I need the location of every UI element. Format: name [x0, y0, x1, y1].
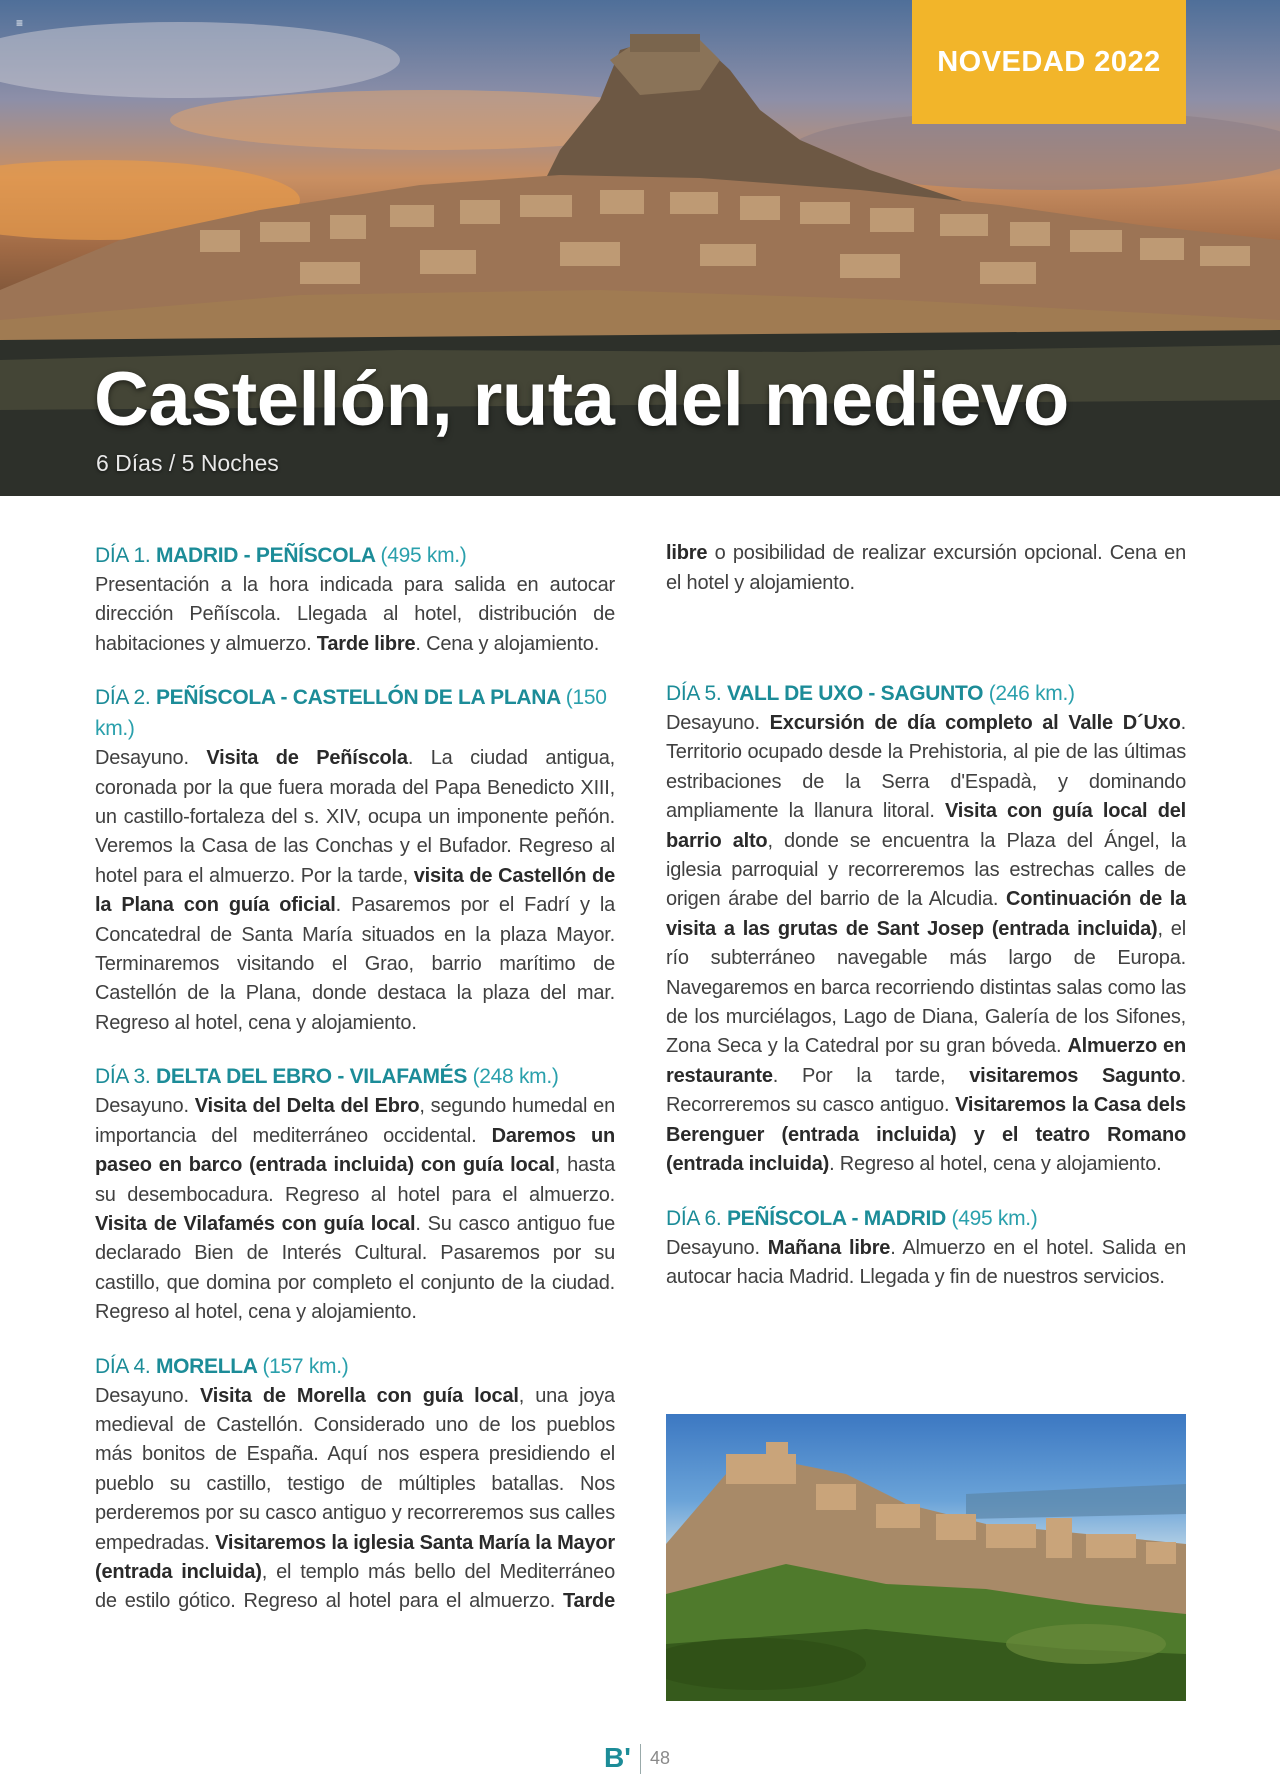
hero-banner	[0, 0, 1280, 496]
highlight-text: Continuación de la visita a las grutas de Sant Josep (entrada incluida)	[666, 888, 1187, 940]
highlight-text: Visitaremos la iglesia Santa María la Mayor (entrada incluida)	[95, 1531, 615, 1583]
body-text: , una joya medieval de Castellón. Considerado uno de los pueblos más bonitos de España. Aquí nos espera presidiendo el pueblo su castillo, testigo de múltiples batallas. Nos perderemos por su casco antiguo y recorreremos sus calles empedradas.	[95, 1384, 615, 1554]
body-text: Desayuno.	[666, 712, 770, 734]
day-distance: (157 km.)	[262, 1354, 349, 1378]
body-text: . Territorio ocupado desde la Prehistoria, al pie de las últimas estribaciones de la Serra d'Espadà, y dominando ampliamente la llanura litoral.	[666, 712, 1186, 823]
highlight-text: Mañana libre	[767, 1236, 891, 1259]
day-route: PEÑÍSCOLA - MADRID	[726, 1206, 946, 1230]
highlight-text: visita de Castellón de la Plana con guía oficial	[95, 864, 615, 917]
body-text: . Cena y alojamiento.	[415, 632, 600, 655]
day-heading	[95, 540, 615, 571]
day-description	[95, 744, 615, 1038]
trip-duration: 6 Días / 5 Noches	[96, 450, 279, 476]
day-distance: (246 km.)	[988, 682, 1075, 705]
body-text: . La ciudad antigua, coronada por la que fuera morada del Papa Benedicto XIII, un castillo-fortaleza del s. XIV, ocupa un imponente peñón. Veremos la Casa de las Conchas y el Bufador. Regreso al hotel para el almuerzo. Por la tarde,	[95, 747, 615, 887]
body-text: Desayuno.	[95, 747, 207, 770]
day-label: DÍA 2.	[95, 686, 151, 710]
highlight-text: Tarde libre	[316, 632, 416, 655]
body-text: . Su casco antiguo fue declarado Bien de Interés Cultural. Pasaremos por su castillo, que domina por completo el conjunto de la ciudad. Regreso al hotel, cena y alojamiento.	[95, 1212, 615, 1324]
day-route: VALL DE UXO - SAGUNTO	[726, 682, 984, 705]
day-label: DÍA 6.	[666, 1206, 722, 1230]
body-text: , donde se encuentra la Plaza del Ángel, la iglesia parroquial y recorreremos las estrechas calles de origen árabe del barrio de la Alcudia.	[666, 829, 1186, 911]
footer-divider	[640, 1744, 641, 1774]
day-3-section	[95, 1061, 615, 1327]
highlight-text: Daremos un paseo en barco (entrada incluida) con guía local	[95, 1124, 615, 1177]
day-6-section	[666, 1203, 1186, 1293]
itinerary-right-column	[666, 540, 1186, 1315]
day-route: PEÑÍSCOLA - CASTELLÓN DE LA PLANA	[155, 686, 561, 710]
highlight-text: Almuerzo en restaurante	[666, 1035, 1186, 1087]
itinerary-left-column	[95, 540, 615, 1618]
day-distance: (495 km.)	[380, 544, 467, 567]
day-2-section	[95, 682, 615, 1038]
day-description	[95, 571, 615, 659]
highlight-text: Visita del Delta del Ebro	[194, 1095, 420, 1118]
day-route: MADRID - PEÑÍSCOLA	[155, 544, 375, 567]
body-text: , el templo más bello del Mediterráneo de estilo gótico. Regreso al hotel para el almuerzo.	[95, 1560, 615, 1613]
day-label: DÍA 4.	[95, 1354, 151, 1378]
body-text: . Por la tarde,	[772, 1064, 970, 1087]
day-distance: (248 km.)	[472, 1065, 559, 1089]
day-description	[666, 709, 1186, 1180]
body-text: . Recorreremos su casco antiguo.	[666, 1064, 1186, 1117]
body-text: , el río subterráneo navegable más largo de Europa. Navegaremos en barca recorriendo distintas salas como las de los murciélagos, Lago de Diana, Galería de los Sifones, Zona Seca y la Catedral por su gran bóveda.	[666, 917, 1186, 1058]
day-heading	[95, 1061, 615, 1092]
highlight-text: Visita de Vilafamés con guía local	[95, 1212, 416, 1235]
highlight-text: Excursión de día completo al Valle D´Uxo	[769, 712, 1181, 734]
day-route: DELTA DEL EBRO - VILAFAMÉS	[155, 1065, 468, 1089]
page-number: 48	[650, 1748, 671, 1768]
day-description	[95, 1092, 615, 1327]
day-4-section	[95, 1351, 615, 1618]
day-description	[666, 1234, 1186, 1293]
brand-logo: B'	[604, 1742, 631, 1773]
highlight-text: libre	[666, 542, 708, 565]
body-text: Desayuno.	[95, 1095, 195, 1118]
body-text: , hasta su desembocadura. Regreso al hotel para el almuerzo.	[95, 1154, 616, 1206]
day-label: DÍA 3.	[95, 1065, 151, 1089]
day-description-continued	[666, 540, 1186, 598]
body-text: Desayuno.	[95, 1384, 200, 1407]
day-heading	[666, 1203, 1186, 1234]
novedad-badge: NOVEDAD 2022	[912, 0, 1186, 124]
menu-icon[interactable]: ≡	[16, 16, 24, 30]
body-text: o posibilidad de realizar excursión opcional. Cena en el hotel y alojamiento.	[666, 542, 1186, 594]
highlight-text: Tarde	[563, 1590, 615, 1613]
highlight-text: Visita de Morella con guía local	[199, 1384, 519, 1407]
day-label: DÍA 1.	[95, 544, 151, 567]
body-text: , segundo humedal en importancia del mediterráneo occidental.	[95, 1095, 615, 1147]
day-distance: (150 km.)	[95, 686, 607, 741]
day-1-section	[95, 540, 615, 659]
day-description	[95, 1382, 615, 1618]
day-5-section	[666, 678, 1186, 1180]
highlight-text: visitaremos Sagunto	[969, 1064, 1181, 1087]
highlight-text: Visitaremos la Casa dels Berenguer (entrada incluida) y el teatro Romano (entrada incluida)	[666, 1094, 1186, 1176]
castle-illustration	[666, 1414, 1186, 1701]
day-heading	[95, 682, 615, 744]
day-label: DÍA 5.	[666, 682, 722, 705]
body-text: Presentación a la hora indicada para salida en autocar dirección Peñíscola. Llegada al hotel, distribución de habitaciones y almuerzo.	[95, 574, 615, 655]
day-4-continuation	[666, 540, 1186, 658]
body-text: . Regreso al hotel, cena y alojamiento.	[829, 1153, 1162, 1176]
day-heading	[666, 678, 1186, 709]
castle-landscape-photo	[666, 1414, 1186, 1701]
day-distance: (495 km.)	[951, 1206, 1038, 1230]
body-text: Desayuno.	[666, 1236, 768, 1259]
highlight-text: Visita de Peñíscola	[206, 747, 408, 770]
body-text: . Almuerzo en el hotel. Salida en autocar hacia Madrid. Llegada y fin de nuestros servicios.	[666, 1236, 1186, 1288]
day-route: MORELLA	[155, 1354, 257, 1378]
page-title: Castellón, ruta del medievo	[94, 357, 1069, 442]
day-heading	[95, 1351, 615, 1382]
highlight-text: Visita con guía local del barrio alto	[666, 800, 1186, 852]
body-text: . Pasaremos por el Fadrí y la Concatedral de Santa María situados en la plaza Mayor. Terminaremos visitando el Grao, barrio marítimo de Castellón de la Plana, donde destaca la plaza del mar. Regreso al hotel, cena y alojamiento.	[95, 894, 616, 1034]
